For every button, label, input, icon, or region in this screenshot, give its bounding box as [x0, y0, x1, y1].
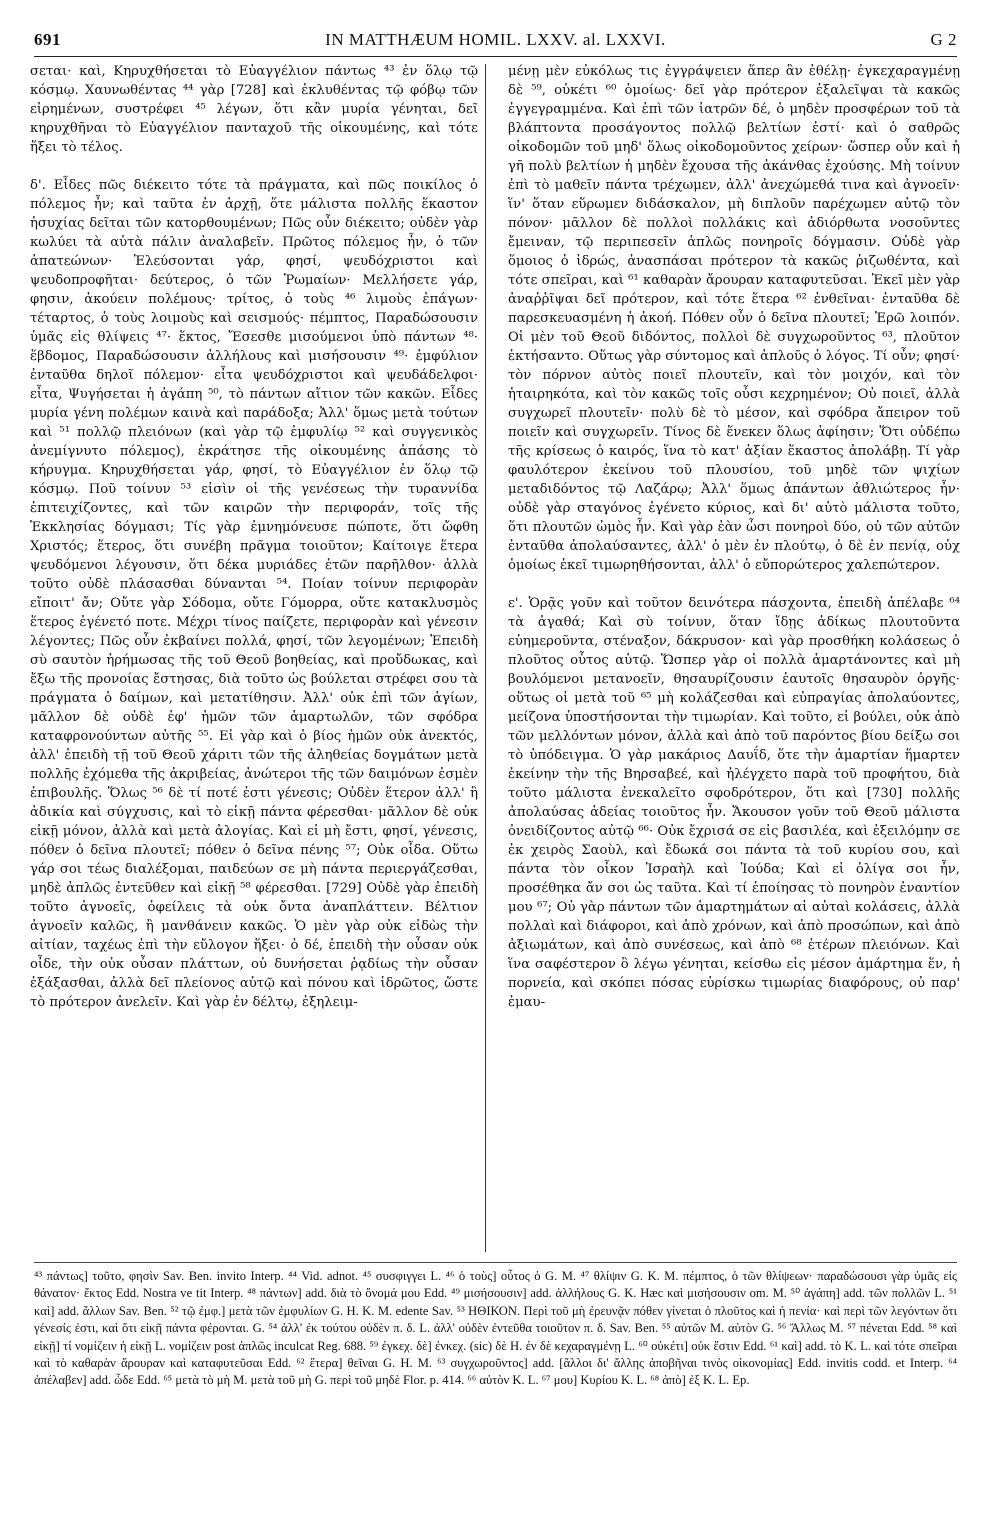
column-divider: [485, 64, 486, 1252]
footnotes: ⁴³ πάντως] τοῦτο, φησὶν Sav. Ben. invito Interp. ⁴⁴ Vid. adnot. ⁴⁵ συσφιγγει L. ⁴⁶ ὁ τοὺς] οὗτος ὁ G. M. ⁴⁷ θλίψιν G. K. M. πέμπτος, ὁ τῶν θλίψεων· παραδώσουσι γὰρ ὑμᾶς εἰς θάνατον· ἕκτος Edd. Nostra ve tit Interp. ⁴⁸ πάντων] add. διὰ τὸ ὄνομά μου Edd. ⁴⁹ μισήσουσιν] add. ἀλλήλους G. K. Hæc καὶ μισήσουσιν om. M. ⁵⁰ ἀγάπη] add. τῶν πολλῶν L. ⁵¹ καὶ] add. ἄλλων Sav. Ben. ⁵² τῷ ἐμφ.] μετὰ τῶν ἐμφυλίων G. H. K. M. edente Sav. ⁵³ ΗΘΙΚΟΝ. Περὶ τοῦ μὴ ἐρευνᾷν πόθεν γίνεται ὁ πλοῦτος καὶ ἡ πενία· καὶ περὶ τῶν λεγόντων ὅτι γένεσίς ἐστι, καὶ ὅτι εἰκῇ πάντα φέρονται. G. ⁵⁴ ἀλλ' ἐκ τούτου οὐδὲν π. δ. L. ἀλλ' οὐδὲν ἐντεῦθα τοιοῦτον π. δ. Sav. Ben. ⁵⁵ αὐτῶν M. αὐτὸν G. ⁵⁶ Ἄλλως M. ⁵⁷ πένεται Edd. ⁵⁸ καὶ εἰκῇ] τί νομίζειν ἡ εἰκῇ L. νομίζειν post ἁπλῶς inculcat Reg. 688. ⁵⁹ ἐγκεχ. δὲ] ἐνκεχ. (sic) δὲ H. ἐν δὲ κεχαραγμένῃ L. ⁶⁰ οὐκέτι] οὐκ ἔστιν Edd. ⁶¹ καὶ] add. τὸ K. L. καὶ τότε σπεῖραι καὶ τὸ καθαρὰν ἄρουραν καὶ καταφυτεῦσαι Edd. ⁶² ἕτερα] θεῖναι G. H. M. ⁶³ συγχωροῦντος] add. [ἄλλοι δι' ἄλλης ἀποβῆναι τινὸς οἰκονομίας] Edd. invitis codd. et Interp. ⁶⁴ ἀπέλαβεν] add. ὧδε Edd. ⁶⁵ μετὰ τὸ μὴ M. μετὰ τοῦ μὴ G. περὶ τοῦ μηδὲ Flor. p. 414. ⁶⁶ αὐτὸν K. L. ⁶⁷ μου] Κυρίου K. L. ⁶⁸ ἀπὸ] ἐξ K. L. Ep.: [34, 1269, 957, 1388]
paragraph: σεται· καὶ, Κηρυχθήσεται τὸ Εὐαγγέλιον πάντως ⁴³ ἐν ὅλῳ τῷ κόσμῳ. Χαυνωθέντας ⁴⁴ γὰρ [728] καὶ ἐκλυθέντας τῷ φόβῳ τῶν εἰρημένων, συστρέφει ⁴⁵ λέγων, ὅτι κἂν μυρία γένηται, δεῖ κηρυχθῆναι τὸ Εὐαγγέλιον πανταχοῦ τῆς οἰκουμένης, καὶ τότε ἥξει τὸ τέλος.: [30, 64, 478, 155]
page-number: 691: [34, 30, 61, 49]
paragraph: μένῃ μὲν εὐκόλως τις ἐγγράψειεν ἅπερ ἂν ἐθέλῃ· ἐγκεχαραγμένῃ δὲ ⁵⁹, οὐκέτι ⁶⁰ ὁμοίως· δεῖ γὰρ πρότερον ἐξαλεῖψαι τὰ κακῶς ἐγγεγραμμένα. Καὶ ἐπὶ τῶν ἰατρῶν δέ, ὁ μηδὲν προσφέρων τοῦ τὰ βλάπτοντα προσάγοντος πολλῷ βελτίων ἐστί· καὶ ὁ σαθρῶς οἰκοδομῶν τοῦ μηδ' ὅλως οἰκοδομοῦντος χείρων· ὥσπερ οὖν καὶ ἡ γῆ πολὺ βελτίων ἡ μηδὲν ἔχουσα τῆς ἀκάνθας ἐχούσης. Μὴ τοίνυν ἐπὶ τὸ μαθεῖν πάντα τρέχωμεν, ἀλλ' ἀνεχώμεθά τινα καὶ ἀγνοεῖν· ἵν' ὅταν εὕρωμεν διδάσκαλον, μὴ διπλοῦν παρέχωμεν αὐτῷ τὸν πόνον· μᾶλλον δὲ πολλοὶ πολλάκις καὶ ἀδιόρθωτα νοσοῦντες ἔμειναν, τῷ περιπεσεῖν ἁπλῶς πονηροῖς δόγμασιν. Οὐδὲ γὰρ ὅμοιος ὁ ἱδρώς, ἀνασπάσαι πρότερον τὰ κακῶς ῥιζωθέντα, καὶ τότε σπεῖραι, καὶ ⁶¹ καθαρὰν ἄρουραν καταφυτεῦσαι. Ἐκεῖ μὲν γὰρ ἀναῤῥῖψαι δεῖ πρότερον, καὶ τότε ἕτερα ⁶² ἐνθεῖναι· ἐνταῦθα δὲ παρεσκευασμένη ἡ ἀκοή. Πόθεν οὖν ὁ δεῖνα πλουτεῖ; Ἐρῶ λοιπόν. Οἱ μὲν τοῦ Θεοῦ διδόντος, πολλοὶ δὲ συγχωροῦντος ⁶³, πλοῦτον ἐκτήσαντο. Οὕτως γὰρ σύντομος καὶ ἁπλοῦς ὁ λόγος. Τί οὖν; φησί· τὸν πόρνον αὐτὸς ποιεῖ πλουτεῖν, καὶ τὸν μοιχόν, καὶ τὸν ἡταιρηκότα, καὶ τὸν κακῶς τοῖς οὖσι κεχρημένον; Οὐ ποιεῖ, ἀλλὰ συγχωρεῖ πλουτεῖν· πολὺ δὲ τὸ μέσον, καὶ σφόδρα ἄπειρον τοῦ ποιεῖν καὶ συγχωρεῖν. Τίνος δὲ ἕνεκεν ὅλως ἀφίησιν; Ὅτι οὐδέπω τῆς κρίσεως ὁ καιρός, ἵνα τὸ κατ' ἀξίαν ἕκαστος ἀπολάβῃ. Τί γὰρ φαυλότερον ἐκείνου τοῦ πλουσίου, τοῦ μηδὲ τῶν ψιχίων μεταδιδόντος τῷ Λαζάρῳ; Ἀλλ' ὅμως ἁπάντων ἀθλιώτερος ἦν· οὐδὲ γὰρ σταγόνος ἐγένετο κύριος, καὶ δι' αὐτὸ μάλιστα τοῦτο, ὅτι πλουτῶν ὠμὸς ἦν. Καὶ γὰρ ἐὰν ὦσι πονηροὶ δύο, οὐ τῶν αὐτῶν ἐνταῦθα ἀπολαύσαντες, ἀλλ' ὁ μὲν ἐν πλούτῳ, ὁ δὲ ἐν πενίᾳ, οὐχ ὁμοίως ἐκεῖ τιμωρηθήσονται, ἀλλ' ὁ εὔπορώτερος χαλεπώτερον.: [508, 64, 960, 573]
header-rule: [34, 56, 957, 57]
paragraph: δ'. Εἶδες πῶς διέκειτο τότε τὰ πράγματα, καὶ πῶς ποικίλος ὁ πόλεμος ἦν; καὶ ταῦτα ἐν ἀρχῇ, ὅτε μάλιστα πολλῆς ἕκαστον ἡσυχίας δεῖται τῶν κατορθουμένων; Πῶς οὖν διέκειτο; οὐδὲν γὰρ κωλύει τὰ αὐτὰ πάλιν ἀναλαβεῖν. Πρῶτος πόλεμος ἦν, ὁ τῶν ἀπατεώνων· Ἐλεύσονται γάρ, φησί, ψευδόχριστοι καὶ ψευδοπροφῆται· δεύτερος, ὁ τῶν Ῥωμαίων· Μελλήσετε γάρ, φησιν, ἀκούειν πολέμους· τρίτος, ὁ τοὺς ⁴⁶ λιμοὺς ἐπάγων· τέταρτος, ὁ τοὺς λοιμοὺς καὶ σεισμούς· πέμπτος, Παραδώσουσιν ὑμᾶς εἰς θλίψεις ⁴⁷· ἕκτος, Ἔσεσθε μισούμενοι ὑπὸ πάντων ⁴⁸· ἕβδομος, Παραδώσουσιν ἀλλήλους καὶ μισήσουσιν ⁴⁹· ἐμφύλιον ἐνταῦθα δηλοῖ πόλεμον· εἶτα ψευδόχριστοι καὶ ψευδάδελφοι· εἶτα, Ψυγήσεται ἡ ἀγάπη ⁵⁰, τὸ πάντων αἴτιον τῶν κακῶν. Εἶδες μυρία γένη πολέμων καινὰ καὶ παράδοξα; Ἀλλ' ὅμως μετὰ τούτων καὶ ⁵¹ πολλῷ πλειόνων (καὶ γὰρ τῷ ἐμφυλίῳ ⁵² καὶ συγγενικὸς ἀνεμίγνυτο πόλεμος), ἐκράτησε τῆς οἰκουμένης ἁπάσης τὸ κήρυγμα. Κηρυχθήσεται γάρ, φησί, τὸ Εὐαγγέλιον ἐν ὅλῳ τῷ κόσμῳ. Ποῦ τοίνυν ⁵³ εἰσὶν οἱ τῆς γενέσεως τὴν τυραννίδα ἐπιτειχίζοντες, καὶ τῶν καιρῶν τὴν περιφοράν, τοῖς τῆς Ἐκκλησίας δόγμασι; Τίς γὰρ ἐμνημόνευσε πώποτε, ὅτι ὤφθη Χριστός; ἕτερος, ὅτι συνέβη πρᾶγμα τοιοῦτον; Καίτοιγε ἕτερα ψευδόμενοι λέγουσιν, ὅτι δέκα μυριάδες ἐτῶν παρῆλθον· ἀλλὰ τοῦτο οὐδὲ πλάσασθαι δύνανται ⁵⁴. Ποίαν τοίνυν περιφορὰν εἴποιτ' ἄν; Οὔτε γὰρ Σόδομα, οὔτε Γόμορρα, οὔτε κατακλυσμὸς ἕτερος ἐγένετό ποτε. Μέχρι τίνος παίζετε, περιφορὰν καὶ γένεσιν λέγοντες; Πῶς οὖν ἐκβαίνει πολλά, φησί, τῶν λεγομένων; Ἐπειδὴ σὺ σαυτὸν ἠρήμωσας τῆς τοῦ Θεοῦ βοηθείας, καὶ προὔδωκας, καὶ ἔξω τῆς προνοίας ἔστησας, διὰ τοῦτο ὡς βούλεται στρέφει σου τὰ πράγματα ὁ δαίμων, καὶ μετατίθησιν. Ἀλλ' οὐκ ἐπὶ τῶν ἁγίων, μᾶλλον δὲ οὐδὲ ἐφ' ἡμῶν τῶν ἁμαρτωλῶν, τῶν σφόδρα καταφρονούντων αὐτῆς ⁵⁵. Εἰ γὰρ καὶ ὁ βίος ἡμῶν οὐκ ἀνεκτός, ἀλλ' ἐπειδὴ τῇ τοῦ Θεοῦ χάριτι τῶν τῆς ἀληθείας δογμάτων μετὰ πολλῆς ἐχόμεθα τῆς ἀκριβείας, ἀνώτεροι τῆς τῶν δαιμόνων ἐσμὲν ἐπιβουλῆς. Ὅλως ⁵⁶ δὲ τί ποτέ ἐστι γένεσις; Οὐδὲν ἕτερον ἀλλ' ἢ ἀδικία καὶ σύγχυσις, καὶ τὸ εἰκῇ πάντα φέρεσθαι· μᾶλλον δὲ οὐκ εἰκῇ μόνον, ἀλλὰ καὶ μετὰ ἀλογίας. Καὶ εἰ μὴ ἔστι, φησί, γένεσις, πόθεν ὁ δεῖνα πλουτεῖ; πόθεν ὁ δεῖνα πένης ⁵⁷; Οὐκ οἶδα. Οὕτω γάρ σοι τέως διαλέξομαι, παιδεύων σε μὴ πάντα περιεργάζεσθαι, μηδὲ ἁπλῶς ἐντεῦθεν καὶ εἰκῇ ⁵⁸ φέρεσθαι. [729] Οὐδὲ γὰρ ἐπειδὴ τοῦτο ἀγνοεῖς, ὀφείλεις τὰ οὐκ ὄντα ἀναπλάττειν. Βέλτιον ἀγνοεῖν καλῶς, ἢ μανθάνειν κακῶς. Ὁ μὲν γὰρ οὐκ εἰδὼς τὴν αἰτίαν, ταχέως ἐπὶ τὴν εὔλογον ἥξει· ὁ δέ, ἐπειδὴ τὴν οὖσαν οὐκ οἶδε, τὴν οὐκ οὖσαν πλάττων, οὐ δυνήσεται ῥᾳδίως τὴν οὖσαν ἐξάξασθαι, ἀλλὰ δεῖ πλείονος αὐτῷ καὶ πόνου καὶ ἱδρῶτος, ὥστε τὸ πρότερον ἀνελεῖν. Καὶ γὰρ ἐν δέλτῳ, ἐξηλειμ-: [30, 178, 478, 1010]
signature-mark: G 2: [930, 30, 957, 49]
left-column: [30, 62, 478, 1252]
paragraph: ε'. Ὁρᾷς γοῦν καὶ τοῦτον δεινότερα πάσχοντα, ἐπειδὴ ἀπέλαβε ⁶⁴ τὰ ἀγαθά; Καὶ σὺ τοίνυν, ὅταν ἴδῃς ἀδίκως πλουτοῦντα εὐημεροῦντα, στέναξον, δάκρυσον· καὶ γὰρ προσθήκη κολάσεως ὁ πλοῦτος οὗτος αὐτῷ. Ὥσπερ γὰρ οἱ πολλὰ ἁμαρτάνοντες καὶ μὴ βουλόμενοι μετανοεῖν, θησαυρίζουσιν ἑαυτοῖς θησαυρὸν ὀργῆς· οὕτως οἱ μετὰ τοῦ ⁶⁵ μὴ κολάζεσθαι καὶ εὐπραγίας ἀπολαύοντες, μείζονα ὑποστήσονται τὴν τιμωρίαν. Καὶ τοῦτο, εἰ βούλει, οὐκ ἀπὸ τῶν μελλόντων μόνον, ἀλλὰ καὶ ἀπὸ τοῦ παρόντος βίου δείξω σοι τὸ ὑπόδειγμα. Ὁ γὰρ μακάριος Δαυΐδ, ὅτε τὴν ἁμαρτίαν ἥμαρτεν ἐκείνην τὴν τῆς Βηρσαβεέ, καὶ ἠλέγχετο παρὰ τοῦ προφήτου, διὰ τοῦτο μάλιστα ἐνεκαλεῖτο σφοδρότερον, ὅτι καὶ [730] πολλῆς ἀπολαύσας ἀδείας τοιοῦτος ἦν. Ἄκουσον γοῦν τοῦ Θεοῦ μάλιστα ὀνειδίζοντος αὐτῷ ⁶⁶· Οὐκ ἔχρισά σε εἰς βασιλέα, καὶ ἐξειλόμην σε ἐκ χειρὸς Σαοὺλ, καὶ ἔδωκά σοι πάντα τὰ τοῦ κυρίου σου, καὶ πάντα τὸν οἶκον Ἰσραὴλ καὶ Ἰούδα; Καὶ εἰ ὀλίγα σοι ἦν, προσέθηκα ἄν σοι ὡς ταῦτα. Καὶ τί ἐποίησας τὸ πονηρὸν ἐναντίον μου ⁶⁷; Οὐ γὰρ πάντων τῶν ἁμαρτημάτων αἱ αὐταὶ κολάσεις, ἀλλὰ πολλαὶ καὶ διάφοροι, καὶ ἀπὸ χρόνων, καὶ ἀπὸ προσώπων, καὶ ἀπὸ ἀξιωμάτων, καὶ ἀπὸ συνέσεως, καὶ ἀπὸ ⁶⁸ ἑτέρων πλειόνων. Καὶ ἵνα σαφέστερον ὃ λέγω γένηται, κείσθω εἰς μέσον ἁμάρτημα ἕν, ἡ πορνεία, καὶ σκόπει πόσας εὑρίσκω τιμωρίας διαφόρους, οὐ παρ' ἐμαυ-: [508, 596, 960, 1010]
running-title: IN MATTHÆUM HOMIL. LXXV. al. LXXVI.: [325, 30, 666, 49]
right-column: [508, 62, 960, 1252]
footnote-rule: [34, 1262, 957, 1263]
running-header: [34, 30, 957, 56]
